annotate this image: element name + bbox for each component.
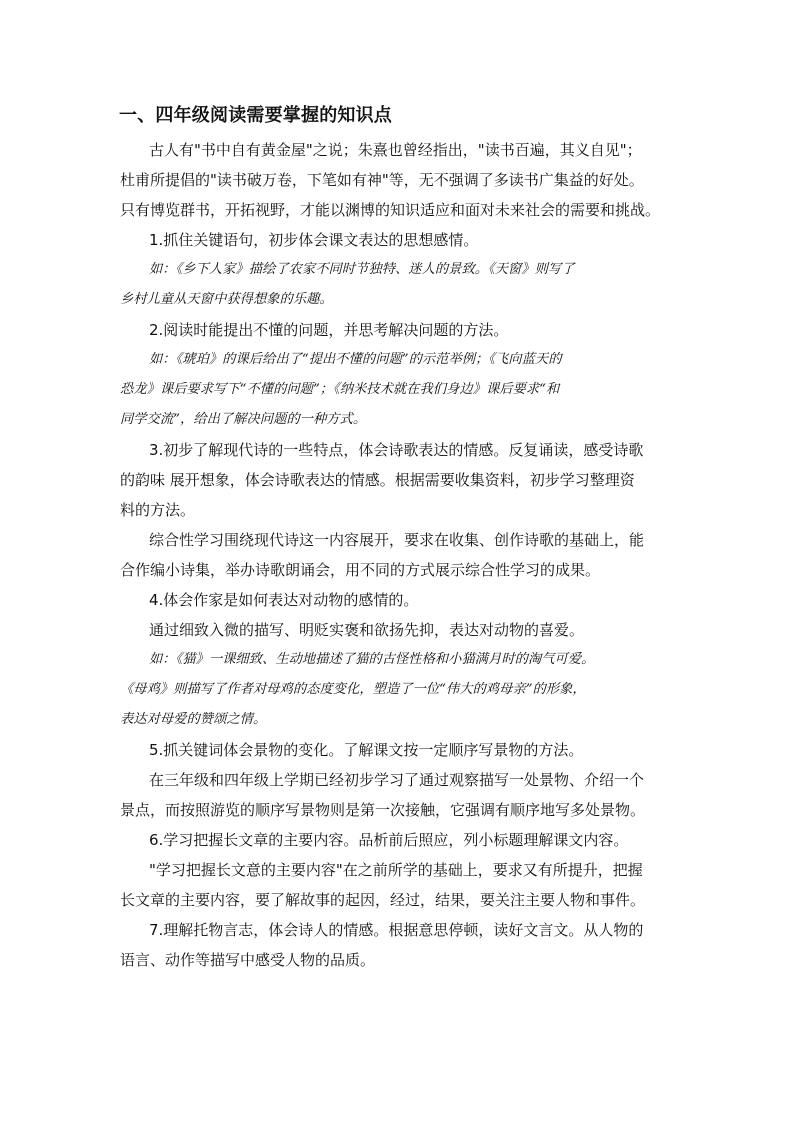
point-7-heading-line-1: 7.理解托物言志，体会诗人的情感。根据意思停顿，读好文言文。从人物的 xyxy=(149,921,644,939)
point-4-example-line-3: 表达对母爱的赞颂之情。 xyxy=(120,712,267,727)
point-4-body: 通过细致入微的描写、明贬实褒和欲扬先抑，表达对动物的喜爱。 xyxy=(149,621,585,639)
point-5-body-line-2: 景点，而按照游览的顺序写景物则是第一次接触，它强调有顺序地写多处景物。 xyxy=(120,801,646,819)
point-3-heading-line-2: 的韵味 展开想象，体会诗歌表达的情感。根据需要收集资料，初步学习整理资 xyxy=(120,471,635,489)
intro-line-2: 杜甫所提倡的"读书破万卷，下笔如有神"等，无不强调了多读书广集益的好处。 xyxy=(120,171,644,189)
point-3-heading-line-1: 3.初步了解现代诗的一些特点，体会诗歌表达的情感。反复诵读，感受诗歌 xyxy=(149,441,644,459)
point-5-body-line-1: 在三年级和四年级上学期已经初步学习了通过观察描写一处景物、介绍一个 xyxy=(149,771,645,789)
point-1-heading: 1.抓住关键语句，初步体会课文表达的思想感情。 xyxy=(149,231,479,249)
point-6-heading: 6.学习把握长文章的主要内容。品析前后照应，列小标题理解课文内容。 xyxy=(149,831,629,849)
point-2-example-line-3: 同学交流”，给出了解决问题的一种方式。 xyxy=(120,412,367,427)
point-4-example-line-1: 如：《猫》一课细致、生动地描述了猫的古怪性格和小猫满月时的淘气可爱。 xyxy=(149,652,595,667)
point-7-heading-line-2: 语言、动作等描写中感受人物的品质。 xyxy=(120,951,376,969)
intro-line-3: 只有博览群书，开拓视野，才能以渊博的知识适应和面对未来社会的需要和挑战。 xyxy=(120,201,661,219)
point-2-example-line-1: 如：《琥珀》的课后给出了“提出不懂的问题”的示范举例；《飞向蓝天的 xyxy=(149,352,562,367)
document-page xyxy=(120,103,690,975)
point-4-example-line-2: 《母鸡》则描写了作者对母鸡的态度变化，塑造了一位“伟大的鸡母亲”的形象， xyxy=(120,682,586,697)
point-1-example-line-2: 乡村儿童从天窗中获得想象的乐趣。 xyxy=(120,292,333,307)
point-2-heading: 2.阅读时能提出不懂的问题，并思考解决问题的方法。 xyxy=(149,321,509,339)
section-title: 一、四年级阅读需要掌握的知识点 xyxy=(119,105,392,126)
point-6-body-line-1: "学习把握长文意的主要内容"在之前所学的基础上，要求又有所提升，把握 xyxy=(149,861,643,879)
point-3-body-line-2: 合作编小诗集，举办诗歌朗诵会，用不同的方式展示综合性学习的成果。 xyxy=(120,561,601,579)
point-6-body-line-2: 长文章的主要内容，要了解故事的起因，经过，结果，要关注主要人物和事件。 xyxy=(120,891,646,909)
intro-line-1: 古人有"书中自有黄金屋"之说；朱熹也曾经指出，"读书百遍，其义自见"； xyxy=(149,141,642,159)
point-5-heading: 5.抓关键词体会景物的变化。了解课文按一定顺序写景物的方法。 xyxy=(149,741,584,759)
point-2-example-line-2: 恐龙》课后要求写下“不懂的问题”；《纳米技术就在我们身边》课后要求“和 xyxy=(120,382,560,397)
point-3-body-line-1: 综合性学习围绕现代诗这一内容展开，要求在收集、创作诗歌的基础上，能 xyxy=(149,531,645,549)
point-4-heading: 4.体会作家是如何表达对动物的感情的。 xyxy=(149,591,419,609)
point-3-heading-line-3: 料的方法。 xyxy=(120,501,196,519)
point-1-example-line-1: 如：《乡下人家》描绘了农家不同时节独特、迷人的景致。《天窗》则写了 xyxy=(149,262,575,277)
